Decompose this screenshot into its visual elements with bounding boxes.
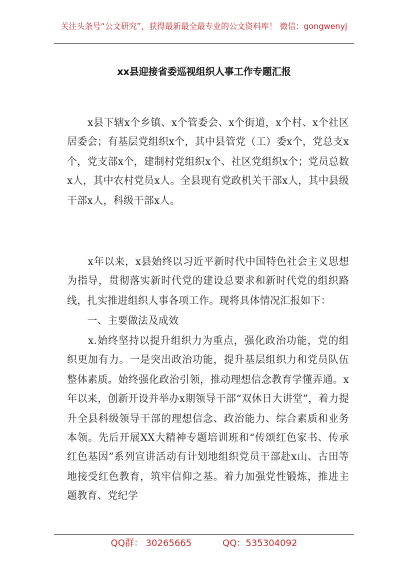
document-title: xx县迎接省委巡视组织人事工作专题汇报 bbox=[117, 67, 291, 78]
header-promo-text: 关注头条号“公文研究”，获得最新最全最专业的公文资料库！ 微信：gongwenyj bbox=[60, 22, 348, 31]
header-divider bbox=[54, 43, 354, 44]
footer-qq-group: QQ群： 30265665 bbox=[110, 539, 192, 549]
section-heading: 一、主要做法及成效 bbox=[67, 316, 179, 327]
paragraph-body: x.始终坚持以提升组织力为重点，强化政治功能，党的组织更加有力。一是突出政治功能，提升基层组织力和党员队伍整体素质。始终强化政治引领，推动理想信念教育学懂弄通。x年以来，创新开设并举办x期领导干部“双休日大讲堂”，着力提升全县科级领导干部的理想信念、政治能力、综合素质和业务本领。先后开展XX大精神专题培训班和“传颂红色家书、传承红色基因”系列宣讲活动有计划地组织党员干部赴x山、古田等地接受红色教育，筑牢信仰之基。着力加强党性锻炼，推进主题教育、党纪学 bbox=[67, 336, 349, 503]
paragraph-overview: x县下辖x个乡镇、x个管委会、x个街道，x个村、x个社区居委会；有基层党组织x个，其中县管党（工）委x个，党总支x个，党支部x个，建制村党组织x个、社区党组织x个；党员总数x人，其中农村党员x人。全县现有党政机关干部x人，其中县级干部x人，科级干部x人。 bbox=[67, 118, 349, 207]
footer-qq: QQ：535304092 bbox=[222, 539, 298, 549]
footer-divider bbox=[54, 534, 354, 535]
footer-contact bbox=[0, 536, 408, 549]
paragraph-intro: x年以来，x县始终以习近平新时代中国特色社会主义思想为指导，贯彻落实新时代党的建设总要求和新时代党的组织路线，扎实推进组织人事各项工作。现将具体情况汇报如下： bbox=[67, 257, 349, 307]
